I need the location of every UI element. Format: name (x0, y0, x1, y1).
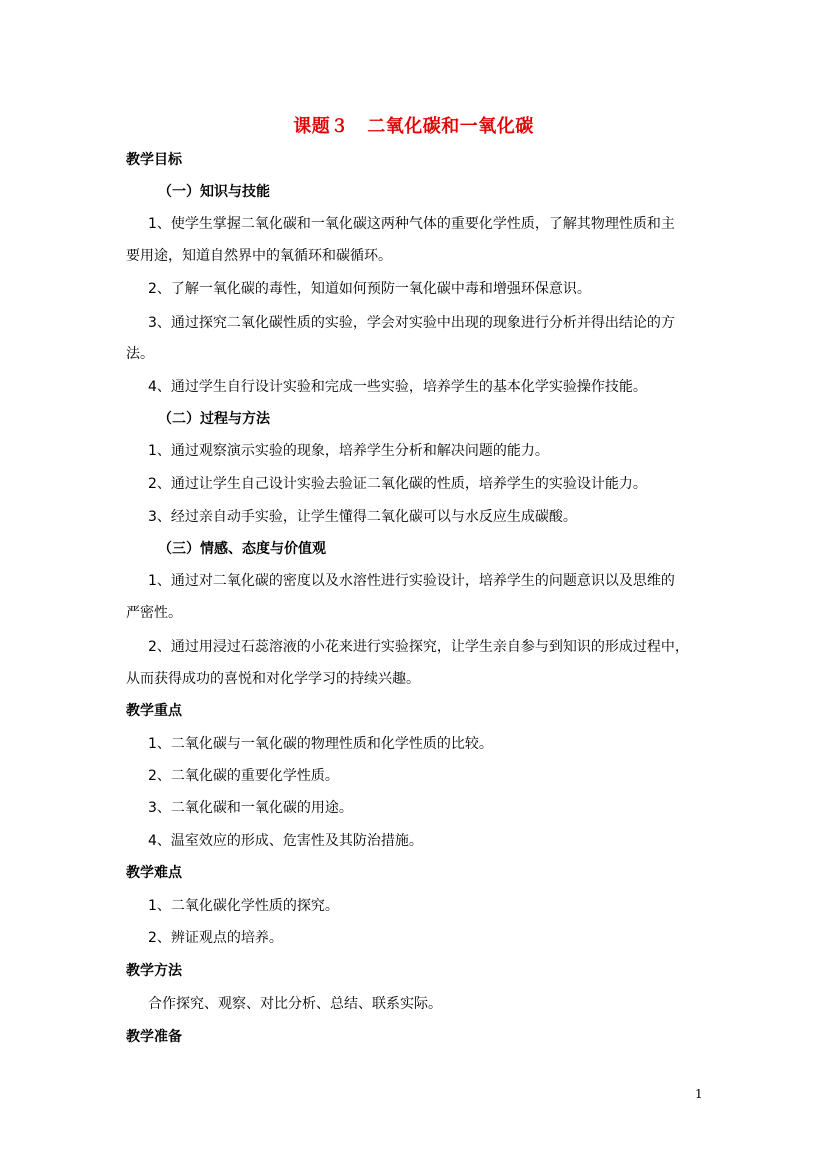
section-heading-key-points: 教学重点 (126, 703, 182, 719)
subsection-heading-knowledge: （一）知识与技能 (158, 184, 270, 200)
subsection-heading-process: （二）过程与方法 (158, 411, 270, 427)
paragraph-line: 2、了解一氧化碳的毒性，知道如何预防一氧化碳中毒和增强环保意识。 (148, 281, 591, 297)
paragraph-line: 从而获得成功的喜悦和对化学学习的持续兴趣。 (126, 671, 420, 687)
section-heading-preparation: 教学准备 (126, 1029, 182, 1045)
paragraph-line: 合作探究、观察、对比分析、总结、联系实际。 (148, 996, 442, 1012)
paragraph-line: 严密性。 (126, 605, 182, 621)
page-number: 1 (695, 1087, 703, 1101)
paragraph-line: 1、二氧化碳与一氧化碳的物理性质和化学性质的比较。 (148, 736, 493, 752)
paragraph-line: 2、通过让学生自己设计实验去验证二氧化碳的性质，培养学生的实验设计能力。 (148, 476, 647, 492)
paragraph-line: 4、通过学生自行设计实验和完成一些实验，培养学生的基本化学实验操作技能。 (148, 379, 647, 395)
section-heading-methods: 教学方法 (126, 963, 182, 979)
section-heading-goals: 教学目标 (126, 152, 182, 168)
paragraph-line: 3、通过探究二氧化碳性质的实验，学会对实验中出现的现象进行分析并得出结论的方 (148, 315, 675, 331)
paragraph-line: 1、通过对二氧化碳的密度以及水溶性进行实验设计，培养学生的问题意识以及思维的 (148, 573, 675, 589)
paragraph-line: 2、二氧化碳的重要化学性质。 (148, 768, 339, 784)
paragraph-line: 要用途，知道自然界中的氧循环和碳循环。 (126, 248, 392, 264)
paragraph-line: 4、温室效应的形成、危害性及其防治措施。 (148, 833, 423, 849)
paragraph-line: 1、通过观察演示实验的现象，培养学生分析和解决问题的能力。 (148, 443, 549, 459)
paragraph-line: 2、通过用浸过石蕊溶液的小花来进行实验探究，让学生亲自参与到知识的形成过程中， (148, 639, 689, 655)
paragraph-line: 3、二氧化碳和一氧化碳的用途。 (148, 800, 353, 816)
paragraph-line: 3、经过亲自动手实验，让学生懂得二氧化碳可以与水反应生成碳酸。 (148, 509, 577, 525)
subsection-heading-attitude: （三）情感、态度与价值观 (158, 541, 326, 557)
paragraph-line: 1、二氧化碳化学性质的探究。 (148, 898, 339, 914)
paragraph-line: 1、使学生掌握二氧化碳和一氧化碳这两种气体的重要化学性质，了解其物理性质和主 (148, 216, 675, 232)
paragraph-line: 法。 (126, 346, 154, 362)
paragraph-line: 2、辨证观点的培养。 (148, 930, 283, 946)
section-heading-difficulties: 教学难点 (126, 865, 182, 881)
document-title: 课题３ 二氧化碳和一氧化碳 (293, 116, 534, 137)
